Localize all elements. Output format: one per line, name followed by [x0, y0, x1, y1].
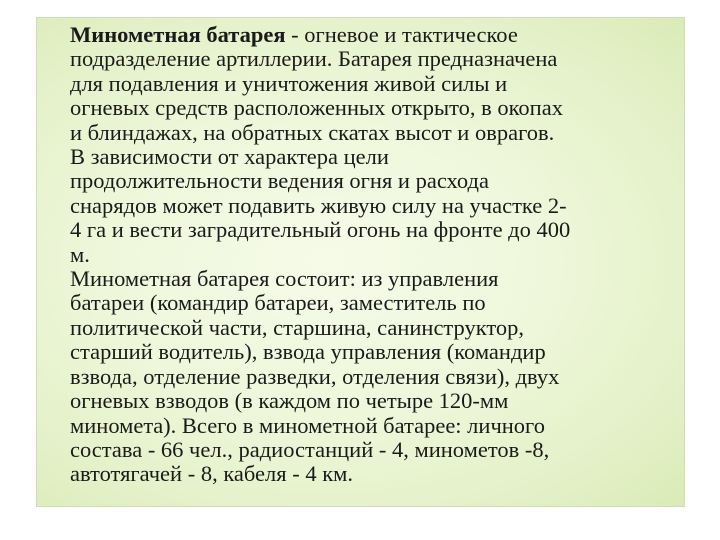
text-line: снарядов может подавить живую силу на участке 2-	[70, 192, 567, 218]
text-line: автотягачей - 8, кабеля - 4 км.	[70, 461, 354, 487]
text-line: взвода, отделение разведки, отделения связи), двух	[70, 363, 560, 389]
text-line: В зависимости от характера цели	[70, 144, 389, 170]
text-line: огневых взводов (в каждом по четыре 120-мм	[70, 388, 509, 414]
text-line: батареи (командир батареи, заместитель по	[70, 290, 486, 316]
text-line: минометa). Всего в минометной батарее: личного	[70, 412, 545, 438]
text-line: подразделение артиллерии. Батарея предназначена	[70, 46, 558, 72]
text-line: политической части, старшина, санинструктор,	[70, 314, 525, 340]
bold-term: Минометная батарея	[70, 22, 286, 47]
text-line: продолжительности ведения огня и расхода	[70, 168, 489, 194]
text-line: 4 га и вести заградительный огонь на фронте до 400	[70, 217, 571, 243]
text-line: огневых средств расположенных открыто, в окопах	[70, 95, 563, 121]
text-line: м.	[70, 241, 90, 267]
slide-text	[70, 23, 682, 487]
lead-text: - огневое и тактическое	[285, 22, 518, 47]
text-line: старший водитель), взвода управления (командир	[70, 339, 546, 365]
text-line: для подавления и уничтожения живой силы и	[70, 70, 508, 96]
text-line	[70, 23, 682, 47]
text-line: Минометная батарея состоит: из управления	[70, 266, 499, 292]
text-line: состава - 66 чел., радиостанций - 4, минометов -8,	[70, 436, 550, 462]
text-line: и блиндажах, на обратных скатах высот и оврагов.	[70, 119, 555, 145]
